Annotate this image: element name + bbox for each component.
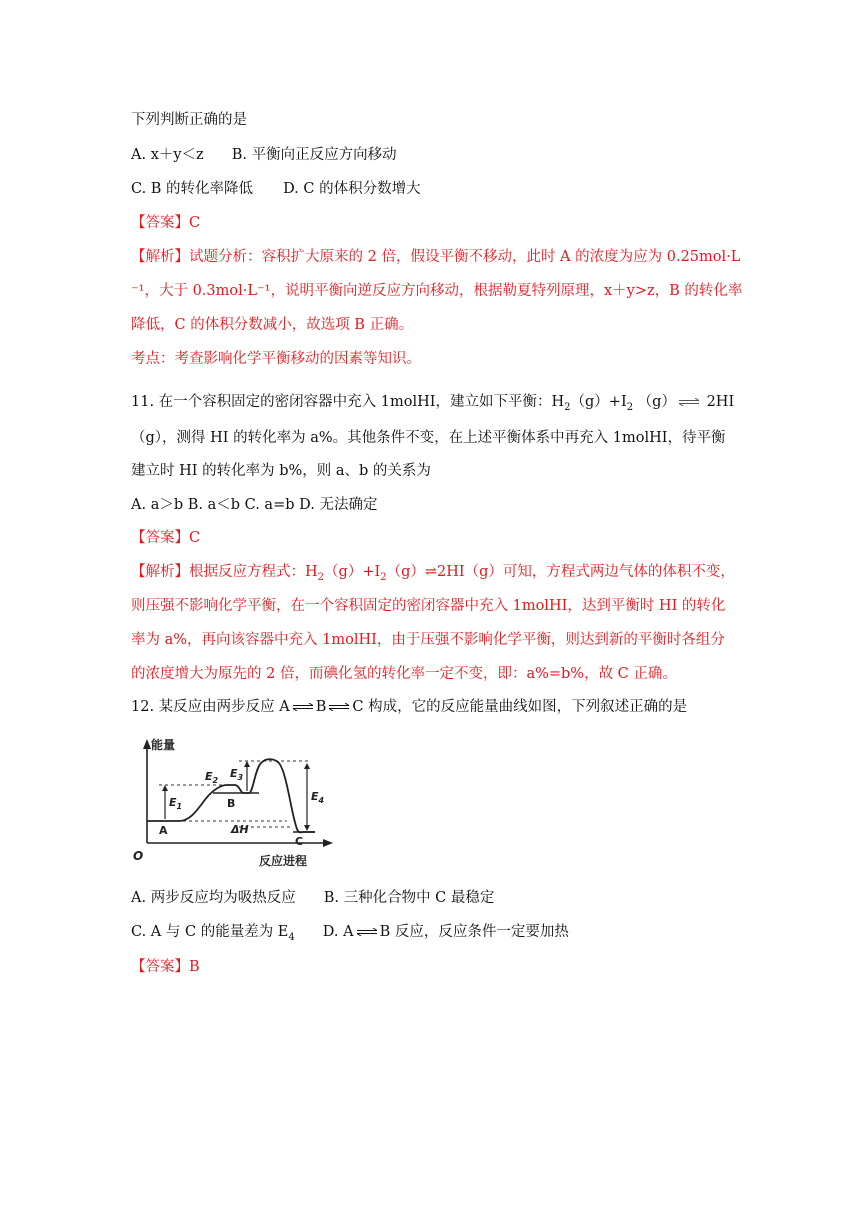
y-axis-arrow-icon [143,739,151,749]
label-e3: $E_3$ [230,767,244,782]
equilibrium-arrow-icon [328,703,350,711]
analysis-line: 降低，C 的体积分数减小，故选项 B 正确。 [131,317,414,333]
x-axis-label: 反应进程 [259,854,308,868]
option-b: B. 平衡向正反应方向移动 [231,147,397,163]
option-d: D. A B 反应，反应条件一定要加热 [322,924,569,940]
label-e1: $E_1$ [169,796,183,811]
label-e4: $E_4$ [311,790,325,805]
kaodian-line: 考点：考查影响化学平衡移动的因素等知识。 [131,351,421,367]
answer: 【答案】B [131,959,200,975]
options-row [131,922,569,948]
equilibrium-arrow-icon [678,398,700,406]
label-delta-h: ΔH [231,823,249,836]
analysis-line: 【解析】试题分析：容积扩大原来的 2 倍，假设平衡不移动，此时 A 的浓度为应为 0.25mol·L [131,249,741,265]
option-c: C. A 与 C 的能量差为 $E_4$ [131,924,295,943]
question-stem: 建立时 HI 的转化率为 b%，则 a、b 的关系为 [131,463,431,479]
option-c: C. B 的转化率降低 [131,181,254,197]
options-row: A. a＞b B. a＜b C. a=b D. 无法确定 [131,497,378,513]
equilibrium-arrow-icon [356,928,378,936]
origin-label: O [133,849,144,863]
label-b: B [227,797,236,810]
e4-arrow-head-icon [304,763,310,769]
analysis-line: 【解析】根据反应方程式：$H_2(g)+I_2(g)\rightleftharpoons 2HI(g)$可知，方程式两边气体的体积不变， [131,564,735,583]
question-stem: 11. 在一个容积固定的密闭容器中充入 1molHI，建立如下平衡：$H_2(g)+I_2$ （g） 2HI [131,394,735,413]
analysis-line: 的浓度增大为原先的 2 倍，而碘化氢的转化率一定不变，即：a%=b%，故 C 正确。 [131,666,677,682]
label-e2: $E_2$ [205,770,219,785]
energy-diagram [127,735,337,870]
options-row [131,179,421,199]
question-stem: （g），测得 HI 的转化率为 a%。其他条件不变，在上述平衡体系中再充入 1molHI，待平衡 [131,430,726,446]
question-stem: 12. 某反应由两步反应 A B C 构成，它的反应能量曲线如图，下列叙述正确的是 [131,699,688,715]
x-axis-arrow-icon [323,839,333,847]
option-a: A. x＋y＜z [131,147,204,163]
analysis-line: 则压强不影响化学平衡，在一个容积固定的密闭容器中充入 1molHI，达到平衡时 HI 的转化 [131,598,726,614]
equilibrium-arrow-icon [292,703,314,711]
option-b: B. 三种化合物中 C 最稳定 [323,890,495,906]
e4-arrow-tail-icon [304,825,310,831]
answer: 【答案】C [131,215,201,231]
label-c: C [295,835,304,848]
question-stem: 下列判断正确的是 [131,112,247,128]
label-a: A [159,824,168,837]
e1-arrow-head-icon [162,785,168,791]
option-d: D. C 的体积分数增大 [283,181,421,197]
answer: 【答案】C [131,530,201,546]
options-row [131,145,397,165]
e3-arrow-head-icon [244,761,250,767]
options-row [131,888,494,908]
analysis-line: ⁻¹，大于 0.3mol·L⁻¹，说明平衡向逆反应方向移动，根据勒夏特列原理，x＋y>z，B 的转化率 [131,283,743,299]
y-axis-label: 能量 [151,738,176,752]
analysis-line: 率为 a%，再向该容器中充入 1molHI，由于压强不影响化学平衡，则达到新的平衡时各组分 [131,632,725,648]
option-a: A. 两步反应均为吸热反应 [131,890,296,906]
